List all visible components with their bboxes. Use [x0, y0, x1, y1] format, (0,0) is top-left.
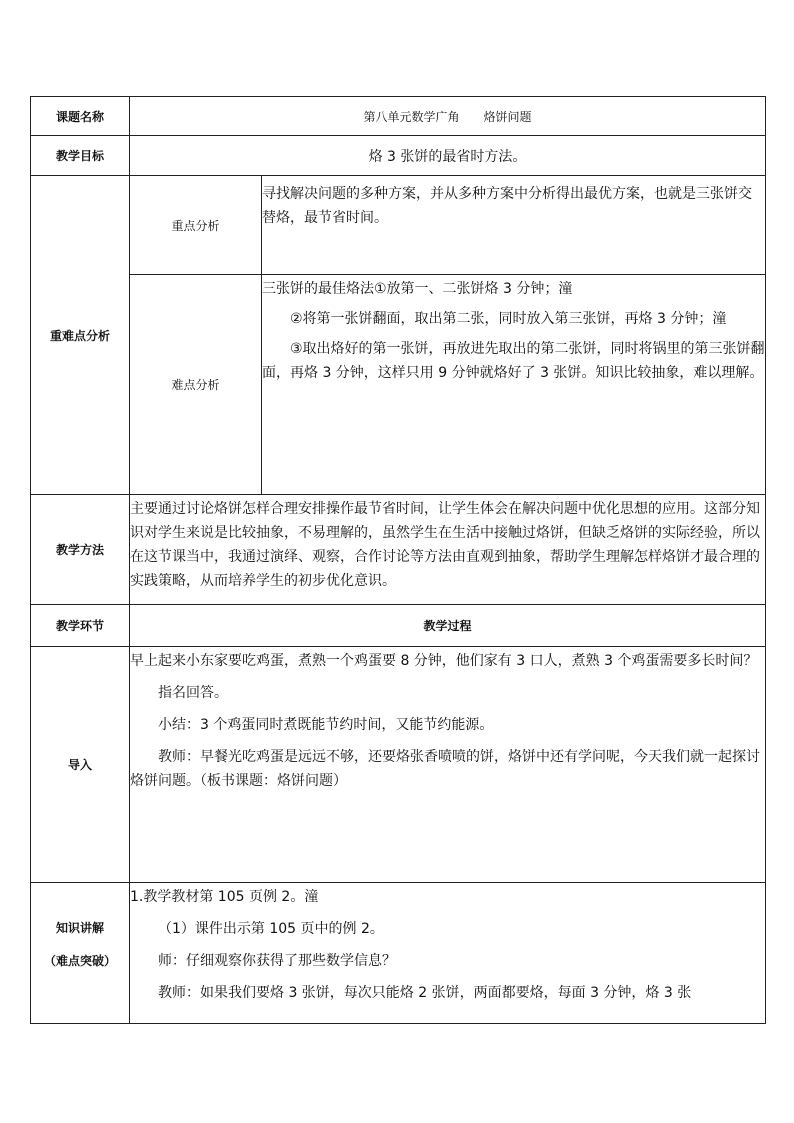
intro-text [130, 647, 766, 883]
row-header [31, 605, 766, 647]
row-method [31, 495, 766, 605]
row-knowledge [31, 883, 766, 1024]
row-goal [31, 136, 766, 176]
header-right: 教学过程 [130, 605, 766, 647]
row-intro [31, 647, 766, 883]
goal-value: 烙 3 张饼的最省时方法。 [130, 136, 766, 176]
knowledge-paragraph: （1）课件出示第 105 页中的例 2。 [158, 921, 384, 937]
knowledge-label: 知识讲解 [55, 921, 104, 935]
knowledge-label-cell [31, 883, 130, 1024]
row-key-analysis [31, 176, 766, 275]
intro-paragraph: 指名回答。 [158, 685, 228, 701]
method-paragraph: 主要通过讨论烙饼怎样合理安排操作最节省时间，让学生体会在解决问题中优化思想的应用。这部分知识对学生来说是比较抽象，不易理解的，虽然学生在生活中接触过烙饼，但缺乏烙饼的实际经验，所以在这节课当中，我通过演绎、观察，合作讨论等方法由直观到抽象，帮助学生理解怎样烙饼才最合理的实践策略，从而培养学生的初步优化意识。 [130, 501, 760, 589]
key-analysis-text [262, 176, 766, 275]
row-difficult-analysis [31, 275, 766, 495]
knowledge-paragraph: 师：仔细观察你获得了那些数学信息？ [158, 953, 396, 969]
intro-label: 导入 [31, 647, 130, 883]
lesson-plan-table [30, 96, 766, 1024]
analysis-label: 重难点分析 [31, 176, 130, 495]
key-analysis-paragraph: 寻找解决问题的多种方案，并从多种方案中分析得出最优方案，也就是三张饼交替烙，最节省时间。 [262, 186, 752, 226]
intro-paragraph: 小结：3 个鸡蛋同时煮既能节约时间，又能节约能源。 [158, 717, 494, 733]
goal-label: 教学目标 [31, 136, 130, 176]
intro-paragraph: 教师：早餐光吃鸡蛋是远远不够，还要烙张香喷喷的饼，烙饼中还有学问呢，今天我们就一起探讨烙饼问题。（板书课题：烙饼问题） [130, 749, 760, 789]
method-text [130, 495, 766, 605]
difficult-analysis-text [262, 275, 766, 495]
knowledge-paragraph: 1.教学教材第 105 页例 2。潼 [130, 889, 319, 905]
topic-value: 第八单元数学广角 烙饼问题 [130, 97, 766, 136]
key-analysis-label: 重点分析 [130, 176, 262, 275]
intro-paragraph: 早上起来小东家要吃鸡蛋，煮熟一个鸡蛋要 8 分钟，他们家有 3 口人，煮熟 3 个鸡蛋需要多长时间？ [130, 653, 758, 669]
difficult-paragraph: ③取出烙好的第一张饼，再放进先取出的第二张饼，同时将锅里的第三张饼翻面，再烙 3 分钟，这样只用 9 分钟就烙好了 3 张饼。知识比较抽象，难以理解。 [262, 341, 765, 381]
knowledge-sublabel: （难点突破） [43, 954, 116, 968]
header-left: 教学环节 [31, 605, 130, 647]
method-label: 教学方法 [31, 495, 130, 605]
knowledge-paragraph: 教师：如果我们要烙 3 张饼，每次只能烙 2 张饼，两面都要烙，每面 3 分钟，烙 3 张 [158, 985, 692, 1001]
row-topic [31, 97, 766, 136]
difficult-paragraph: ②将第一张饼翻面，取出第二张，同时放入第三张饼，再烙 3 分钟；潼 [290, 311, 727, 327]
difficult-analysis-label: 难点分析 [130, 275, 262, 495]
topic-label: 课题名称 [31, 97, 130, 136]
difficult-paragraph: 三张饼的最佳烙法①放第一、二张饼烙 3 分钟；潼 [262, 281, 573, 297]
knowledge-text [130, 883, 766, 1024]
